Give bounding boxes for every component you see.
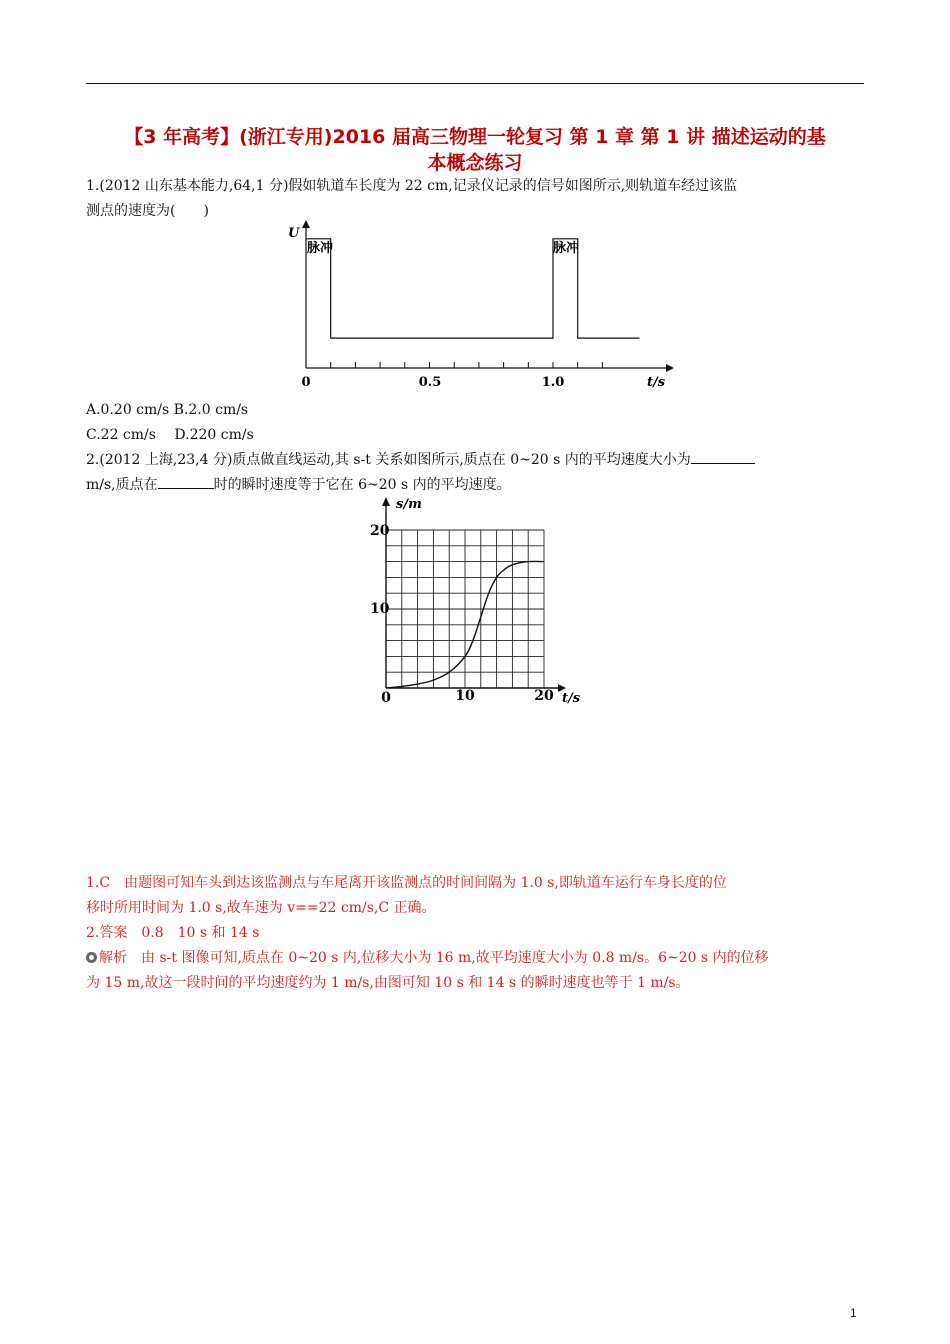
header-rule: [86, 83, 864, 84]
answer-2-line-2-wrap: [86, 946, 866, 971]
figure-2-y-label: s/m: [396, 497, 422, 512]
answer-1: [86, 871, 866, 921]
figure-1-x-axis-arrow: [666, 364, 674, 372]
answer-blank-2: [158, 474, 214, 489]
question-2-text: [86, 448, 866, 498]
figure-1-tick-label-0: 0: [301, 375, 311, 390]
answer-1-line-2: 移时所用时间为 1.0 s,故车速为 v==22 cm/s,C 正确。: [86, 900, 436, 916]
question-1-options: [86, 398, 866, 448]
answer-blank-1: [691, 449, 755, 464]
figure-1-pulse-chart: [280, 218, 680, 398]
question-2-line-1-text: 2.(2012 上海,23,4 分)质点做直线运动,其 s-t 关系如图所示,质点在 0~20 s 内的平均速度大小为: [86, 452, 691, 468]
figure-2-st-graph: [360, 494, 590, 710]
pulse-label-1: 脉冲: [307, 241, 334, 256]
answer-2-line-1: 2.答案 0.8 10 s 和 14 s: [86, 925, 260, 941]
figure-2-x-label: t/s: [562, 691, 581, 706]
question-1-line-1: 1.(2012 山东基本能力,64,1 分)假如轨道车长度为 22 cm,记录仪记录的信号如图所示,则轨道车经过该监: [86, 178, 738, 194]
figure-1-x-label: t/s: [647, 375, 666, 390]
figure-2-y-tick-10: 10: [370, 601, 390, 617]
answer-2: [86, 921, 866, 996]
figure-2-x-tick-20: 20: [534, 688, 554, 704]
answer-1-line-1: 1.C 由题图可知车头到达该监测点与车尾离开该监测点的时间间隔为 1.0 s,即轨道车运行车身长度的位: [86, 875, 727, 891]
figure-2-grid: [386, 530, 544, 688]
question-2-line-1: [86, 448, 866, 473]
options-line-2: C.22 cm/s D.220 cm/s: [86, 427, 254, 443]
pulse-label-2: 脉冲: [553, 241, 580, 256]
figure-1-axes: [302, 220, 674, 372]
figure-1-y-axis-arrow: [302, 220, 310, 228]
title-line-1: 【3 年高考】(浙江专用)2016 届高三物理一轮复习 第 1 章 第 1 讲 描述运动的基: [124, 126, 826, 148]
question-2-line-2-end: 时的瞬时速度等于它在 6~20 s 内的平均速度。: [213, 477, 511, 493]
figure-2-y-axis-arrow: [382, 497, 390, 506]
figure-1-tick-label-0-5: 0.5: [418, 375, 442, 390]
figure-2-y-tick-20: 20: [370, 523, 390, 539]
document-title: [86, 124, 864, 176]
options-line-1: A.0.20 cm/s B.2.0 cm/s: [86, 402, 249, 418]
figure-2-axes: [382, 497, 566, 692]
figure-1-y-label: U: [288, 226, 300, 241]
analysis-bullet-icon: [86, 952, 97, 963]
figure-2-x-tick-0: 0: [381, 690, 391, 706]
page-number: 1: [850, 1306, 857, 1320]
figure-1-ticks: [331, 362, 603, 368]
question-1-line-2: 测点的速度为( ): [86, 203, 209, 219]
answer-2-line-3: 为 15 m,故这一段时间的平均速度约为 1 m/s,由图可知 10 s 和 14 s 的瞬时速度也等于 1 m/s。: [86, 975, 690, 991]
figure-1-tick-label-1-0: 1.0: [541, 375, 565, 390]
answer-2-line-2: 解析 由 s-t 图像可知,质点在 0~20 s 内,位移大小为 16 m,故平均速度大小为 0.8 m/s。6~20 s 内的位移: [99, 950, 769, 966]
question-1-text: [86, 174, 866, 224]
question-2-line-2-start: m/s,质点在: [86, 477, 158, 493]
title-line-2: 本概念练习: [427, 152, 523, 174]
figure-2-x-tick-10: 10: [455, 688, 475, 704]
pulse-signal-line: [306, 239, 640, 338]
